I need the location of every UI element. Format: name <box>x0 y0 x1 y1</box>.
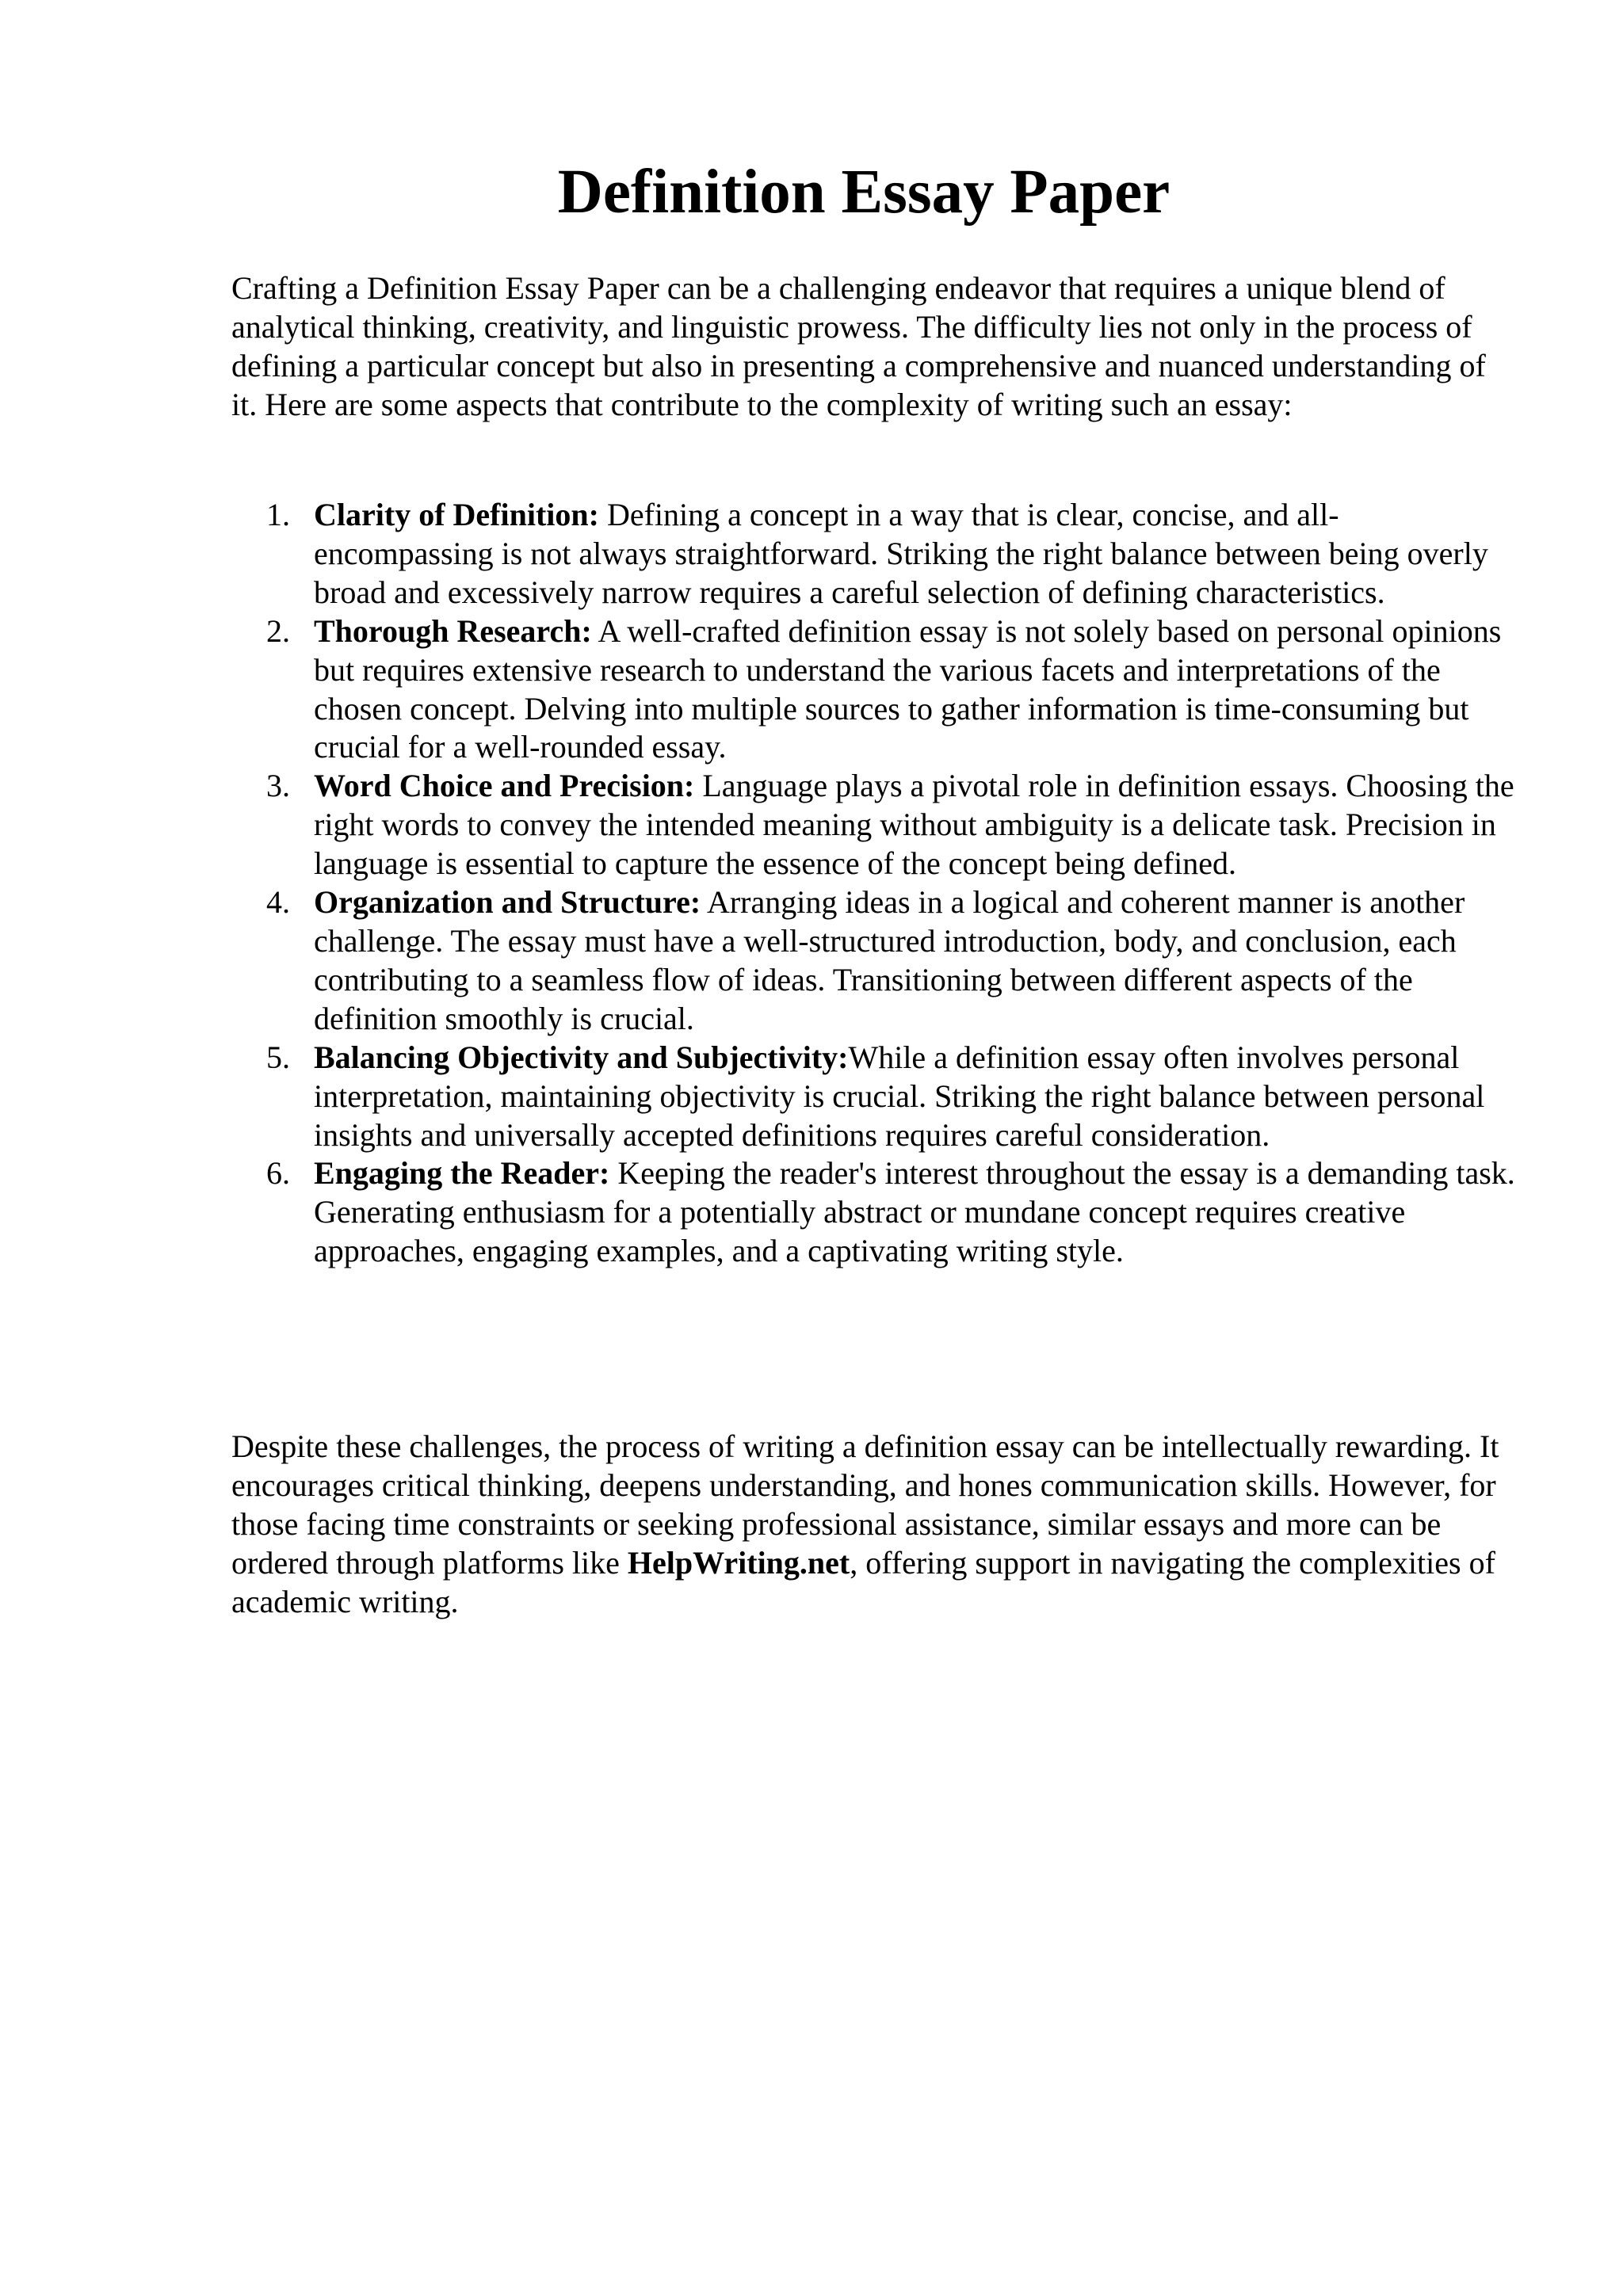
closing-text-end: , offering support in navigating the complexities of academic writing. <box>231 1544 1495 1619</box>
list-item <box>231 1039 1515 1155</box>
list-item-heading: Clarity of Definition: <box>314 497 599 532</box>
list-item <box>231 496 1515 612</box>
list-item-heading: Word Choice and Precision: <box>314 768 695 804</box>
list-item-number: 6. <box>266 1155 290 1192</box>
closing-paragraph <box>231 1428 1515 1622</box>
list-item <box>231 612 1515 768</box>
helpwriting-link[interactable]: HelpWriting.net <box>627 1544 850 1581</box>
list-item <box>231 883 1515 1039</box>
list-item-text: Arranging ideas in a logical and coherent manner is another challenge. The essay must have a well-structured introduction, body, and conclusion, each contributing to a seamless flow of ideas. Transitioning between different aspects of the definition smoothly is crucial. <box>314 884 1465 1036</box>
document-title: Definition Essay Paper <box>557 158 1170 227</box>
list-item <box>231 1154 1515 1271</box>
list-item-heading: Thorough Research: <box>314 612 592 649</box>
list-item-number: 3. <box>266 768 290 804</box>
closing-text: Despite these challenges, the process of writing a definition essay can be intellectually rewarding. It encourages critical thinking, deepens understanding, and hones communication skills. However, for those facing time constraints or seeking professional assistance, similar essays and more can be ordered through platforms like <box>231 1428 1499 1581</box>
list-item-heading: Balancing Objectivity and Subjectivity: <box>314 1039 849 1075</box>
list-item <box>231 767 1515 883</box>
list-item-text: Keeping the reader's interest throughout the essay is a demanding task. Generating enthusiasm for a potentially abstract or mundane concept requires creative approaches, engaging examples, and a captivating writing style. <box>314 1155 1515 1269</box>
challenges-list <box>231 496 1515 1271</box>
list-item-text: A well-crafted definition essay is not solely based on personal opinions but requires extensive research to understand the various facets and interpretations of the chosen concept. Delving into multiple sources to gather information is time-consuming but crucial for a well-rounded essay. <box>314 612 1502 765</box>
list-item-text: Defining a concept in a way that is clear, concise, and all-encompassing is not always straightforward. Striking the right balance between being overly broad and excessively narrow requires a careful selection of defining characteristics. <box>314 497 1488 610</box>
list-item-heading: Organization and Structure: <box>314 884 701 921</box>
list-item-number: 5. <box>266 1039 290 1075</box>
list-item-number: 2. <box>266 612 290 649</box>
list-item-number: 4. <box>266 884 290 921</box>
list-item-text: While a definition essay often involves personal interpretation, maintaining objectivity is crucial. Striking the right balance between personal insights and universally accepted definitions requires careful consideration. <box>314 1039 1485 1153</box>
list-item-number: 1. <box>266 497 290 532</box>
list-item-heading: Engaging the Reader: <box>314 1155 610 1192</box>
intro-paragraph: Crafting a Definition Essay Paper can be a challenging endeavor that requires a unique blend of analytical thinking, creativity, and linguistic prowess. The difficulty lies not only in the process of defining a particular concept but also in presenting a comprehensive and nuanced understanding of it. Here are some aspects that contribute to the complexity of writing such an essay: <box>231 270 1486 422</box>
list-item-text: Language plays a pivotal role in definition essays. Choosing the right words to convey the intended meaning without ambiguity is a delicate task. Precision in language is essential to capture the essence of the concept being defined. <box>314 768 1514 882</box>
